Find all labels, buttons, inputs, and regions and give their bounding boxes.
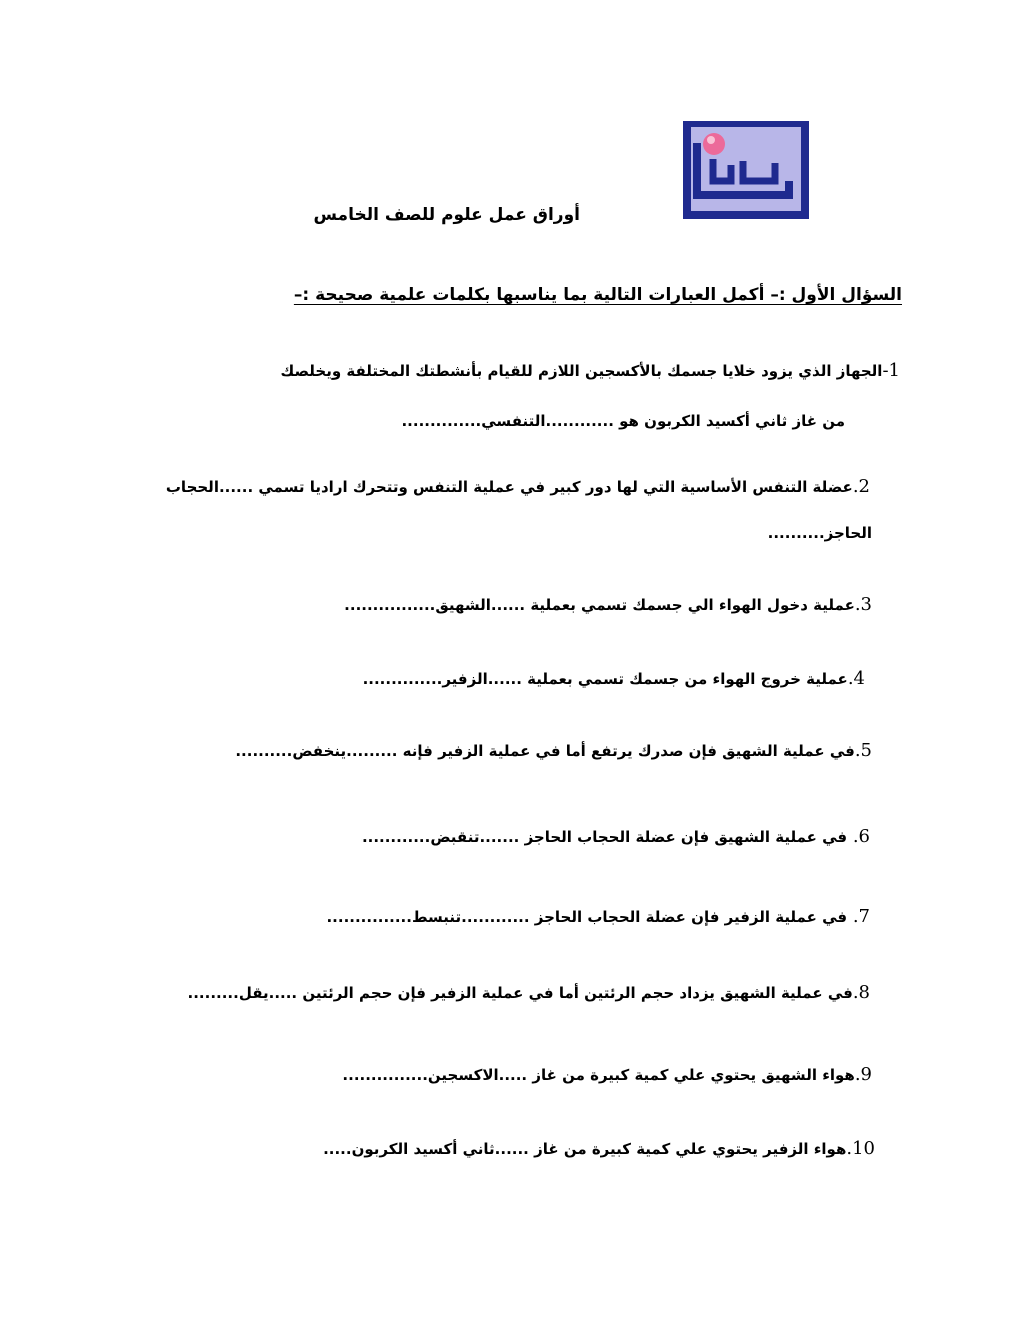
item-separator: . [852,476,859,497]
item-text: في عملية الشهيق فإن عضلة الحجاب الحاجز .......تنقبض............ [361,828,848,846]
item-number: 9 [860,1064,872,1085]
item-separator: . [847,826,859,847]
item-text: عملية دخول الهواء الي جسمك تسمي بعملية ......الشهيق................ [344,596,855,614]
question-item-9 [342,1064,872,1085]
item-separator: - [882,360,889,381]
question-item-6 [362,826,870,847]
item-text: عضلة التنفس الأساسية التي لها دور كبير في عملية التنفس وتتحرك اراديا تسمي ......الحجاب [165,478,853,496]
item-number: 1 [888,360,900,381]
item-number: 6 [858,826,870,847]
question-item-1 [281,360,900,381]
item-text: عملية خروج الهواء من جسمك تسمي بعملية ......الزفير.............. [362,670,848,688]
item-text: في عملية الشهيق يزداد حجم الرئتين أما في عملية الزفير فإن حجم الرئتين .....يقل......... [187,984,853,1002]
item-number: 5 [860,740,872,761]
question-item-7 [326,906,870,927]
item-separator: . [854,594,861,615]
question-heading: السؤال الأول :– أكمل العبارات التالية بما يناسبها بكلمات علمية صحيحة :– [293,285,902,305]
item-number: 2 [858,476,870,497]
question-item-3 [344,594,872,615]
item-number: 10 [852,1138,875,1159]
item-text: هواء الزفير يحتوي علي كمية كبيرة من غاز ......ثاني أكسيد الكربون..... [323,1140,847,1158]
question-item-5 [235,740,872,761]
item-separator: . [846,1138,853,1159]
item-text: هواء الشهيق يحتوي علي كمية كبيرة من غاز .....الاكسجين............... [342,1066,855,1084]
logo-graphic [683,121,809,219]
item-text: الجهاز الذي يزود خلايا جسمك بالأكسجين اللازم للقيام بأنشطتك المختلفة ويخلصك [280,362,883,380]
page-title: أوراق عمل علوم للصف الخامس [313,205,580,225]
item-separator: . [854,740,861,761]
question-item-4 [363,668,865,689]
question-item-2 [166,476,870,497]
item-number: 7 [858,906,870,927]
question-item-8 [188,982,870,1003]
item-continuation: من غاز ثاني أكسيد الكربون هو ............التنفسي.............. [401,412,845,430]
item-separator: . [852,982,859,1003]
item-number: 8 [858,982,870,1003]
question-item-10 [323,1138,875,1159]
item-separator: . [854,1064,861,1085]
item-separator: . [847,668,854,689]
logo [683,121,809,219]
item-separator: . [847,906,859,927]
item-text: في عملية الشهيق فإن صدرك يرتفع أما في عملية الزفير فإنه .........ينخفض.......... [235,742,855,760]
item-continuation: الحاجز.......... [767,524,872,542]
item-number: 3 [860,594,872,615]
item-number: 4 [853,668,865,689]
item-text: في عملية الزفير فإن عضلة الحجاب الحاجز ............تنبسط............... [326,908,848,926]
logo-ball [703,133,725,155]
